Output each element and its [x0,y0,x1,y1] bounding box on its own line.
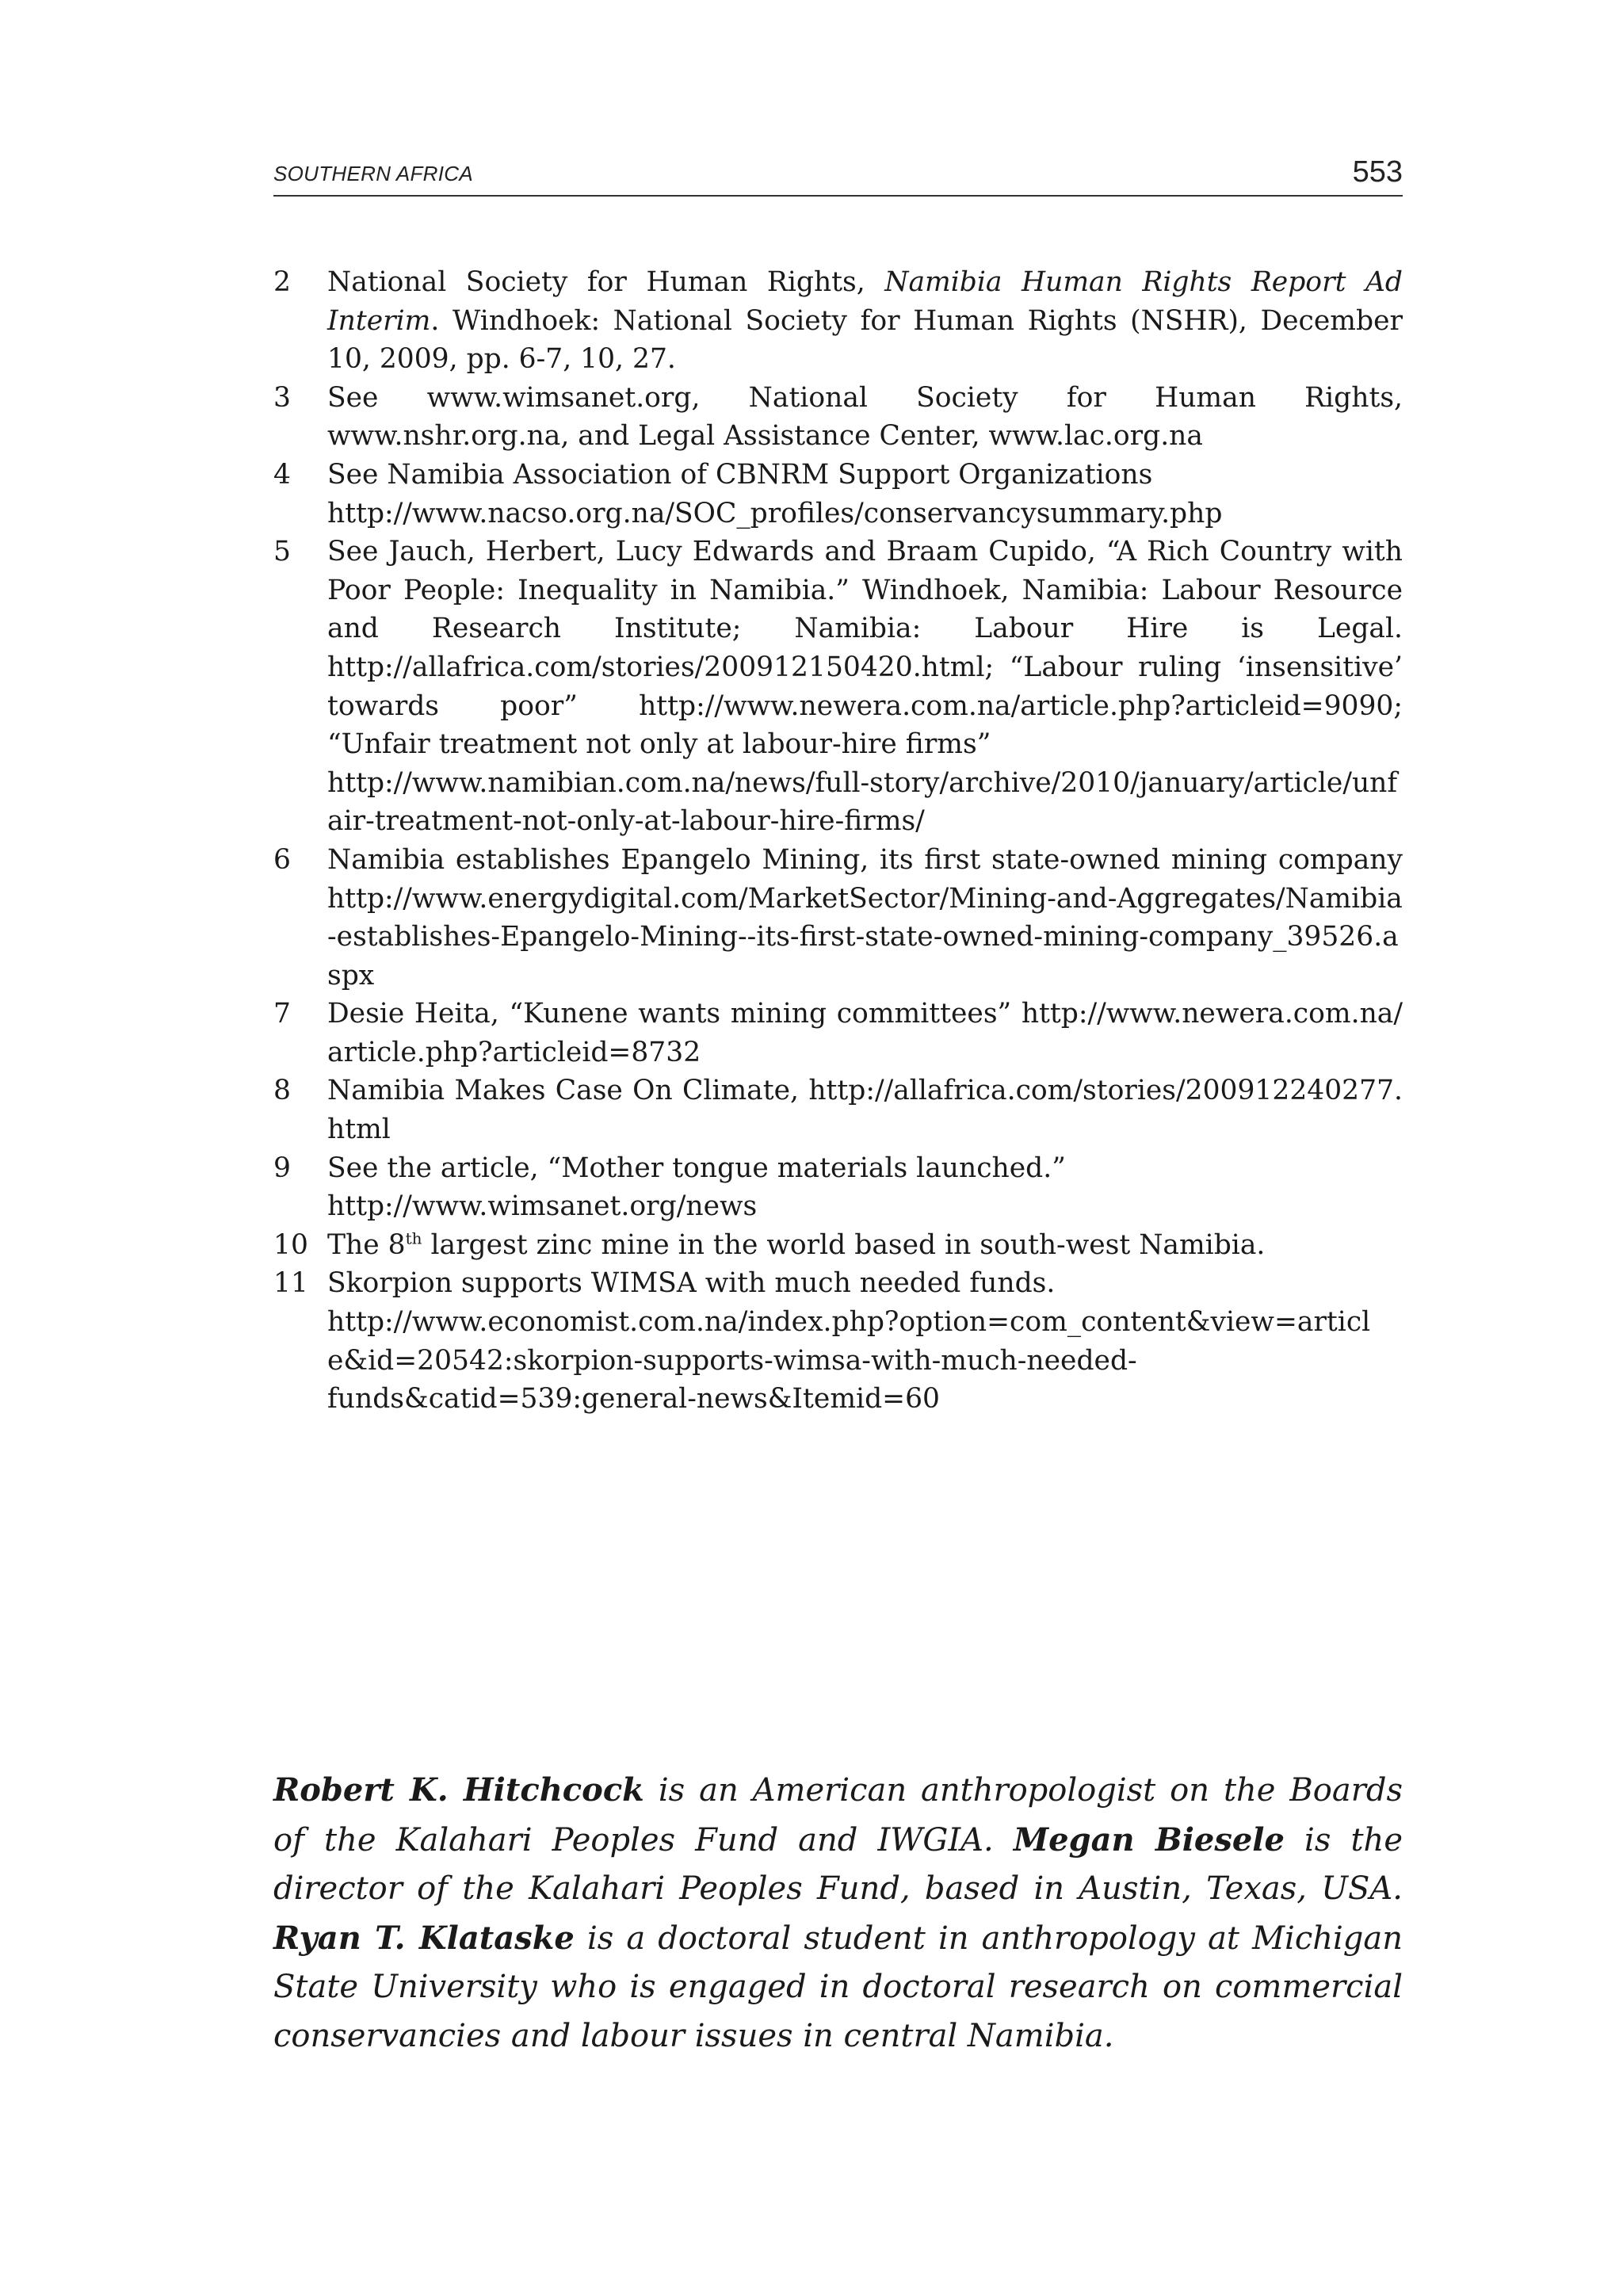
page-number: 553 [1352,155,1403,189]
endnote-text: Skorpion supports WIMSA with much needed funds. http://www.economist.com.na/index.php?option=com_content&view=articl e&id=20542:skorpion-supports-wimsa-with-much-needed- funds&catid=539:general-news&Itemid=60 [327,1264,1403,1418]
endnote [273,263,1403,379]
endnote [273,379,1403,456]
endnote [273,1264,1403,1418]
endnote-url: http://www.namibian.com.na/news/full-story/archive/2010/january/article/unfair-treatment-not-only-at-labour-hire-firms/ [327,766,1398,838]
endnote-number: 6 [273,843,291,876]
author-name: Robert K. Hitchcock [273,1771,644,1809]
endnote [273,1072,1403,1148]
author-name: Ryan T. Klataske [273,1919,575,1957]
endnote-number: 10 [273,1228,308,1261]
endnote-text: Namibia Makes Case On Climate, http://allafrica.com/stories/200912240277.html [327,1075,1403,1146]
endnote [273,1226,1403,1265]
endnotes-list [273,263,1403,1419]
endnote-url: funds&catid=539:general-news&Itemid=60 [327,1383,940,1415]
endnote [273,841,1403,995]
endnote-text: Namibia establishes Epangelo Mining, its first state-owned mining company http://www.energydigital.com/MarketSector/Mining-and-Aggregates/Namibia-establishes-Epangelo-Mining--its-first-state-owned-mining-company_39526.aspx [327,843,1403,991]
running-header [273,155,1403,197]
endnote [273,533,1403,841]
ordinal-suffix: th [405,1228,422,1248]
author-name: Megan Biesele [1013,1820,1285,1859]
endnote [273,995,1403,1072]
endnote-number: 8 [273,1075,291,1107]
endnote-text: See Namibia Association of CBNRM Support Organizations http://www.nacso.org.na/SOC_profiles/conservancysummary.php [327,456,1403,533]
section-title: SOUTHERN AFRICA [273,162,473,185]
endnote-number: 3 [273,381,291,414]
endnote-text: Desie Heita, “Kunene wants mining committees” http://www.newera.com.na/article.php?articleid=8732 [327,998,1403,1068]
endnote-url: http://www.nacso.org.na/SOC_profiles/conservancysummary.php [327,497,1223,529]
endnote-number: 5 [273,536,291,568]
endnote-text: The 8th largest zinc mine in the world based in south-west Namibia. [327,1228,1266,1261]
endnote-number: 4 [273,458,291,491]
endnote-text: See www.wimsanet.org, National Society for Human Rights, www.nshr.org.na, and Legal Assistance Center, www.lac.org.na [327,381,1403,453]
endnote-number: 7 [273,998,291,1030]
report-title: Namibia Human Rights Report Ad Interim [327,266,1403,337]
author-bio: Robert K. Hitchcock is an American anthropologist on the Boards of the Kalahari Peoples Fund and IWGIA. Megan Biesele is the director of the Kalahari Peoples Fund, based in Austin, Texas, USA. Ryan T. Klataske is a doctoral student in anthropology at Michigan State University who is engaged in doctoral research on commercial conservancies and labour issues in central Namibia. [273,1771,1403,2054]
endnote-url: e&id=20542:skorpion-supports-wimsa-with-much-needed- [327,1344,1137,1377]
endnote-url: http://www.economist.com.na/index.php?option=com_content&view=articl [327,1306,1371,1339]
endnote-number: 11 [273,1267,308,1300]
endnote [273,1149,1403,1226]
endnote-number: 9 [273,1152,291,1184]
endnote [273,456,1403,533]
endnote-text: See Jauch, Herbert, Lucy Edwards and Braam Cupido, “A Rich Country with Poor People: Inequality in Namibia.” Windhoek, Namibia: Labour Resource and Research Institute; Namibia: Labour Hire is Legal. http://allafrica.com/stories/200912150420.html; “Labour ruling ‘insensitive’ towards poor” http://www.newera.com.na/article.php?articleid=9090; “Unfair treatment not only at labour-hire firms” http://www.namibian.com.na/news/full-story/archive/2010/january/article/unfair-treatment-not-only-at-labour-hire-firms/ [327,533,1403,841]
endnote-text: See the article, “Mother tongue materials launched.” http://www.wimsanet.org/news [327,1149,1403,1226]
endnote-url: http://www.wimsanet.org/news [327,1190,758,1223]
endnote-text: National Society for Human Rights, Namibia Human Rights Report Ad Interim. Windhoek: National Society for Human Rights (NSHR), December 10, 2009, pp. 6-7, 10, 27. [327,266,1403,376]
endnote-number: 2 [273,266,291,298]
